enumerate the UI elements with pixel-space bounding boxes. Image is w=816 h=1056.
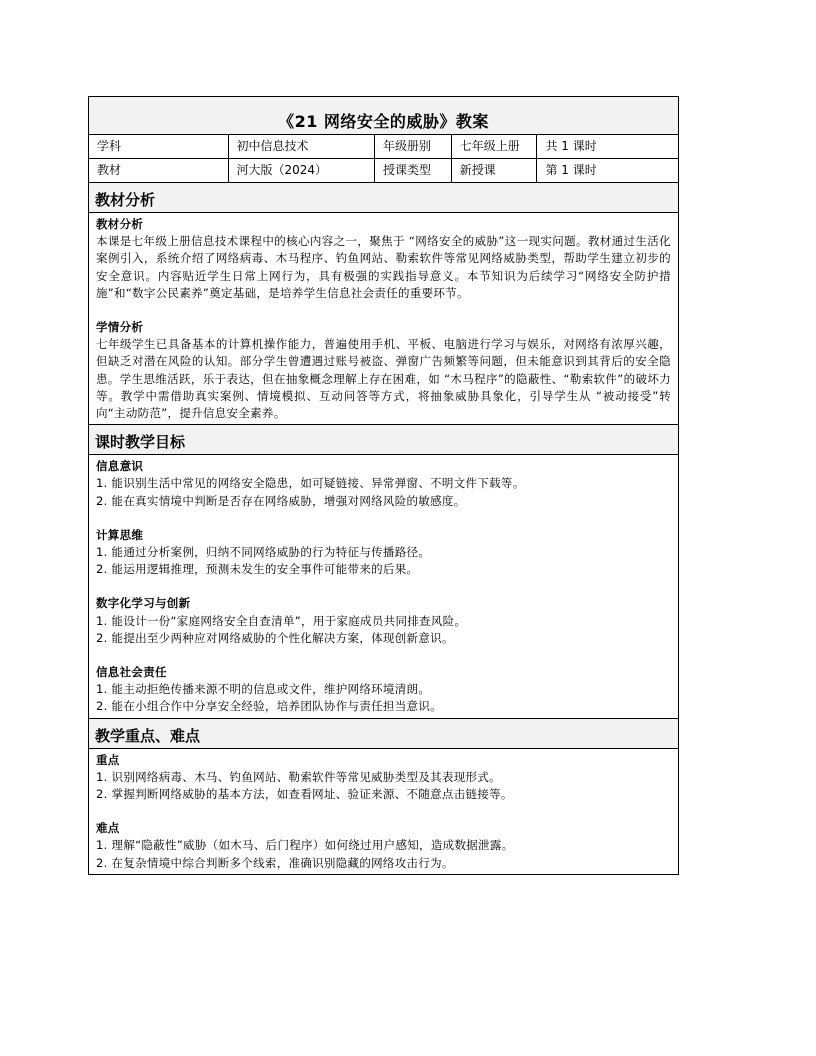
key-point-item: 2. 掌握判断网络威胁的基本方法，如查看网址、验证来源、不随意点击链接等。 [96,787,513,802]
total-periods: 共 1 课时 [545,139,597,153]
section-heading-objectives: 课时教学目标 [89,425,678,455]
subheading-learner-analysis: 学情分析 [96,320,144,335]
grade-label: 年级册别 [375,135,452,158]
key-point-item: 1. 识别网络病毒、木马、钓鱼网站、勒索软件等常见威胁类型及其表现形式。 [96,769,501,784]
section-heading-analysis: 教材分析 [89,183,678,213]
lesson-plan-document [88,96,679,875]
objective-item: 1. 能识别生活中常见的网络安全隐患，如可疑链接、异常弹窗、不明文件下载等。 [96,476,525,491]
section-body-objectives [89,455,678,718]
objective-item: 2. 能在小组合作中分享安全经验，培养团队协作与责任担当意识。 [96,699,442,714]
difficult-point-item: 2. 在复杂情境中综合判断多个线索，准确识别隐藏的网络攻击行为。 [96,855,454,870]
info-row-subject [89,135,678,159]
lesson-type-label: 授课类型 [375,159,452,182]
objective-group-title: 数字化学习与创新 [96,596,191,611]
section-body-keypoints [89,749,678,874]
lesson-type-value: 新授课 [452,159,538,182]
objective-item: 2. 能在真实情境中判断是否存在网络威胁，增强对网络风险的敏感度。 [96,493,466,508]
subheading-textbook-analysis: 教材分析 [96,217,144,231]
objective-item: 1. 能设计一份“家庭网络安全自查清单”，用于家庭成员共同排查风险。 [96,613,467,628]
difficult-point-item: 1. 理解“隐蔽性”威胁（如木马、后门程序）如何绕过用户感知，造成数据泄露。 [96,838,514,853]
textbook-label: 教材 [89,159,229,182]
section-heading-keypoints: 教学重点、难点 [89,719,678,749]
objective-item: 1. 能主动拒绝传播来源不明的信息或文件，维护网络环境清朗。 [96,682,431,697]
textbook-value: 河大版（2024） [229,159,376,182]
textbook-analysis-text: 本课是七年级上册信息技术课程中的核心内容之一，聚焦于 “网络安全的威胁”这一现实问题。教材通过生活化案例引入，系统介绍了网络病毒、木马程序、钓鱼网站、勒索软件等常见网络威胁类型，帮助学生建立初步的安全意识。内容贴近学生日常上网行为，具有极强的实践指导意义。本节知识为后续学习“网络安全防护措施”和“数字公民素养”奠定基础，是培养学生信息社会责任的重要环节。 [96,234,671,300]
learner-analysis-text: 七年级学生已具备基本的计算机操作能力，普遍使用手机、平板、电脑进行学习与娱乐，对网络有浓厚兴趣，但缺乏对潜在风险的认知。部分学生曾遭遇过账号被盗、弹窗广告频繁等问题，但未能意识到其背后的安全隐患。学生思维活跃，乐于表达，但在抽象概念理解上存在困难，如 “木马程序”的隐蔽性、“勒索软件”的破坏力等。教学中需借助真实案例、情境模拟、互动问答等方式，将抽象威胁具象化，引导学生从 “被动接受”转向“主动防范”，提升信息安全素养。 [96,337,671,421]
info-row-textbook [89,159,678,183]
objective-item: 2. 能运用逻辑推理，预测未发生的安全事件可能带来的后果。 [96,562,419,577]
grade-value: 七年级上册 [452,135,538,158]
subject-label: 学科 [89,135,229,158]
objective-item: 1. 能通过分析案例，归纳不同网络威胁的行为特征与传播路径。 [96,545,431,560]
document-title: 《21 网络安全的威胁》教案 [89,97,678,135]
section-body-analysis [89,213,678,425]
objective-group-title: 信息意识 [96,459,144,474]
subject-value: 初中信息技术 [229,135,376,158]
current-period: 第 1 课时 [545,163,597,177]
objective-group-title: 计算思维 [96,527,144,542]
objective-item: 2. 能提出至少两种应对网络威胁的个性化解决方案，体现创新意识。 [96,630,454,645]
subheading-key-points: 重点 [96,752,120,767]
subheading-difficult-points: 难点 [96,821,120,836]
objective-group-title: 信息社会责任 [96,665,167,680]
